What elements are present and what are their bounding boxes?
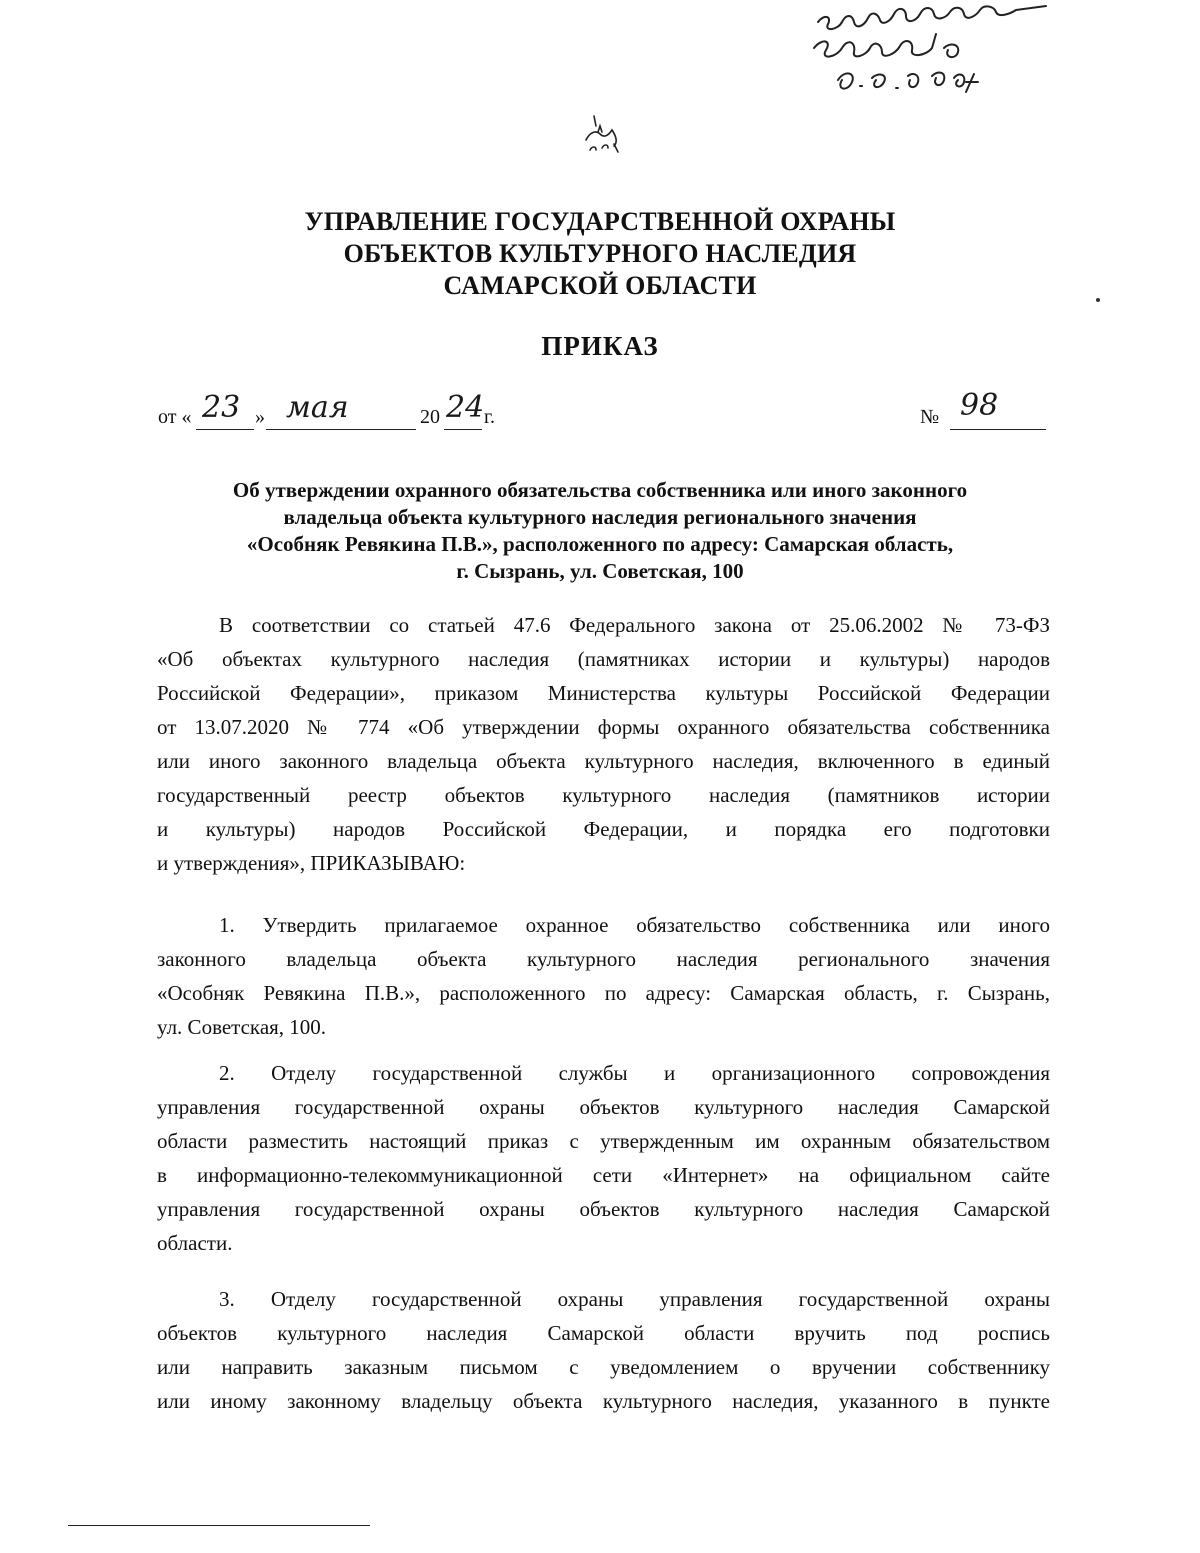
preamble-line: и культуры) народов Российской Федерации, и порядка его подготовки — [157, 817, 1050, 841]
footnote-rule — [68, 1525, 370, 1526]
item-line: 3. Отделу государственной охраны управления государственной охраны — [219, 1287, 1050, 1311]
handwriting-scribble — [808, 0, 1138, 100]
organization-name — [150, 206, 1050, 302]
order-number — [920, 384, 1050, 434]
preamble-line: или иного законного владельца объекта культурного наследия, включенного в единый — [157, 749, 1050, 773]
item-line: области. — [157, 1231, 233, 1255]
order-item-3 — [157, 1282, 1050, 1418]
month-underline — [266, 429, 416, 430]
subject-line: г. Сызрань, ул. Советская, 100 — [456, 559, 744, 583]
scan-speck — [1096, 298, 1100, 302]
preamble-line: государственный реестр объектов культурного наследия (памятников истории — [157, 783, 1050, 807]
preamble-line: В соответствии со статьей 47.6 Федерального закона от 25.06.2002 № 73-ФЗ — [219, 613, 1050, 637]
subject-line: владельца объекта культурного наследия регионального значения — [283, 505, 917, 529]
year-underline — [444, 429, 482, 430]
item-line: или направить заказным письмом с уведомлением о вручении собственнику — [157, 1355, 1050, 1379]
preamble-line: «Об объектах культурного наследия (памятниках истории и культуры) народов — [157, 647, 1050, 671]
item-line: управления государственной охраны объектов культурного наследия Самарской — [157, 1095, 1050, 1119]
subject-line: «Особняк Ревякина П.В.», расположенного по адресу: Самарская область, — [246, 532, 954, 556]
preamble-paragraph — [157, 608, 1050, 880]
item-line: управления государственной охраны объектов культурного наследия Самарской — [157, 1197, 1050, 1221]
number-underline — [950, 429, 1046, 430]
preamble-line: и утверждения», ПРИКАЗЫВАЮ: — [157, 851, 466, 875]
order-subject — [150, 477, 1050, 585]
document-type: ПРИКАЗ — [541, 331, 659, 361]
order-item-1 — [157, 908, 1050, 1044]
item-line: законного владельца объекта культурного наследия регионального значения — [157, 947, 1050, 971]
date-month-handwritten: мая — [286, 390, 349, 425]
org-line-1: УПРАВЛЕНИЕ ГОСУДАРСТВЕННОЙ ОХРАНЫ — [304, 207, 896, 236]
preamble-line: от 13.07.2020 № 774 «Об утверждении формы охранного обязательства собственника — [157, 715, 1050, 739]
order-item-2 — [157, 1056, 1050, 1260]
item-line: ул. Советская, 100. — [157, 1015, 327, 1039]
date-prefix: от « — [158, 406, 192, 428]
date-year-prefix: 20 — [420, 406, 440, 428]
emblem-icon — [574, 110, 630, 166]
number-handwritten: 98 — [960, 388, 999, 423]
preamble-line: Российской Федерации», приказом Министерства культуры Российской Федерации — [157, 681, 1050, 705]
day-underline — [196, 429, 254, 430]
subject-line: Об утверждении охранного обязательства собственника или иного законного — [232, 478, 968, 502]
item-line: или иному законному владельцу объекта культурного наследия, указанного в пункте — [157, 1389, 1050, 1413]
order-date — [158, 384, 518, 434]
item-line: области разместить настоящий приказ с утвержденным им охранным обязательством — [157, 1129, 1050, 1153]
org-line-3: САМАРСКОЙ ОБЛАСТИ — [443, 271, 757, 300]
date-suffix: г. — [484, 406, 495, 428]
date-year-handwritten: 24 — [446, 390, 485, 425]
date-mid: » — [255, 406, 265, 428]
item-line: «Особняк Ревякина П.В.», расположенного по адресу: Самарская область, г. Сызрань, — [157, 981, 1050, 1005]
number-label: № — [920, 406, 940, 428]
item-line: 1. Утвердить прилагаемое охранное обязательство собственника или иного — [219, 913, 1050, 937]
item-line: 2. Отделу государственной службы и организационного сопровождения — [219, 1061, 1050, 1085]
org-line-2: ОБЪЕКТОВ КУЛЬТУРНОГО НАСЛЕДИЯ — [343, 239, 857, 268]
date-day-handwritten: 23 — [202, 390, 241, 425]
item-line: в информационно-телекоммуникационной сети «Интернет» на официальном сайте — [157, 1163, 1050, 1187]
handwritten-registration-note — [808, 0, 1138, 100]
item-line: объектов культурного наследия Самарской области вручить под роспись — [157, 1321, 1050, 1345]
